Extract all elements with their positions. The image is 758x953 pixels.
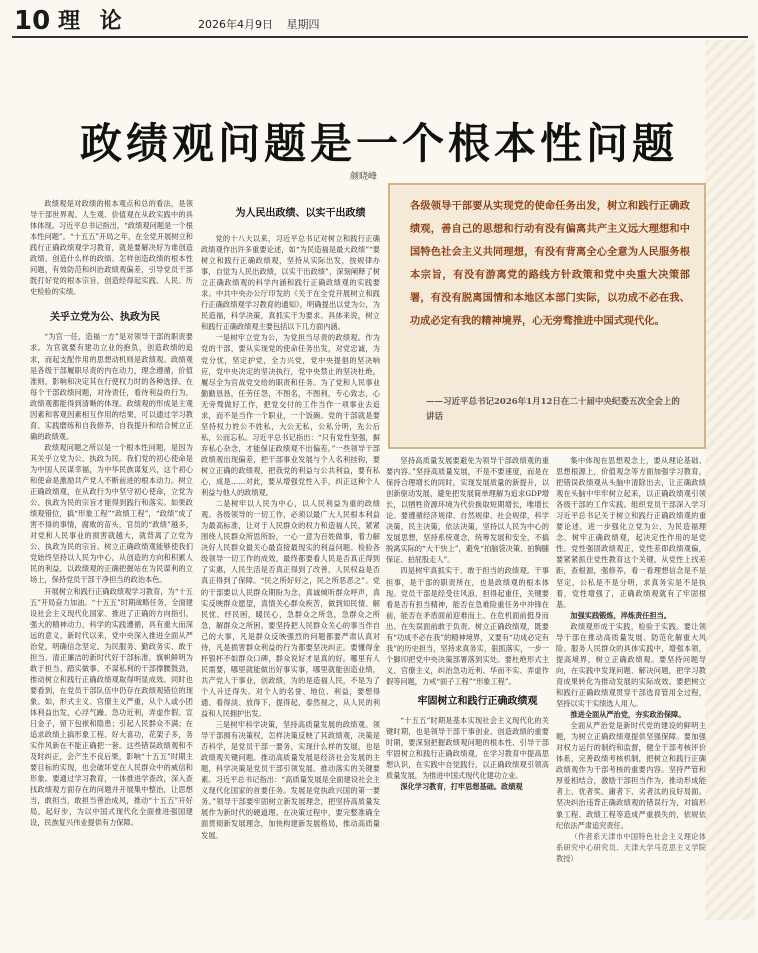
paragraph: 深化学习教育，打牢思想基础。政绩观 [400, 782, 523, 792]
subhead-2: 为人民出政绩、以实干出政绩 [235, 208, 366, 219]
paragraph: 政绩观问题之所以是一个根本性问题，是因为其关乎立党为公、执政为民。我们党的初心使命是为中国人民谋幸福，为中华民族谋复兴，这个初心和使命是激励共产党人不断前进的根本动力。树立正确政绩观，在从政行为中坚守初心使命，立党为公、执政为民的宗旨才能得到践行和落实。如果政绩观错位，搞“形象工程”“政绩工程”，“政绩”成了害不得的事情，腐败的苗头，官员的“政绩”越多，对党和人民事业的损害就越大，就背离了立党为公、执政为民的宗旨。树立正确政绩观能够使我们党始终坚持以人民为中心，从创造的方向和积累人民的利益，以政绩观的正确把握站在为民谋利的立场上，保持党员干部干净担当的政治本色。 [30, 442, 193, 585]
section-name: 理 论 [58, 8, 128, 34]
subhead-3: 牢固树立和践行正确政绩观 [417, 695, 538, 707]
quote-text: 各级领导干部要从实现党的使命任务出发，树立和践行正确政绩观，善自己的思想和行动有没有偏离共产主义远大理想和中国特色社会主义共同理想，有没有背离全心全意为人民服务根本宗旨，有没有游离党的路线方针政策和党中央重大决策部署，有没有脱离国情和本地区本部门实际，以功成不必在我、功成必定有我的精神境界，心无旁骛推进中国式现代化。 [410, 200, 690, 327]
column-4 [556, 455, 706, 864]
column-3 [386, 455, 549, 792]
paragraph: 四是树牢真抓实干、敢于担当的政绩观。干事担事，是干部的职责所在，也是政绩观的根本体现。党员干部是经受住风浪、担得起重任，关键要看是否有担当精神，能否在急难险重任务中冲锋在前，能否在矛盾面前迎难而上、在危机面前挺身而出、在失误面前敢于负责。树立正确政绩观，既要有“功成不必在我”的精神境界，又要有“功成必定有我”的历史担当，坚持求真务实，狠抓落实，一步一个脚印把党中央决策部署落到实处。要杜绝形式主义、官僚主义，纠治急功近利、华而不实、弄虚作假等问题，力戒“面子工程”“形象工程”。 [386, 566, 549, 686]
paragraph: 二是树牢以人民为中心，以人民利益为重的政绩观。各级领导的一切工作，必须以最广大人民根本利益为最高标准，让对于人民群众的权力和造福人民，紧紧围绕人民群众所思所盼，一心一意为百姓做事，着力解决好人民群众最关心最直接最现实的利益问题。检验各级领导一切工作的成效，最终都要看人民是否真正得到了实惠，人民生活是否真正得到了改善，人民权益是否真正得到了保障。“民之所好好之，民之所恶恶之”。党的干部要以人民群众期盼为念，真诚倾听群众呼声，真实反映群众愿望，真情关心群众疾苦，做到知民情、解民忧、纾民困，暖民心，急群众之所急，急群众之所急，解群众之所困。要坚持把人民群众关心的事当作自己的大事，凡是群众反映强烈的问题都要严肃认真对待，凡是损害群众利益的行为都要坚决纠正。要懂得金杯银杯不如群众口碑，群众说好才是真的好。哪里有人民需要，哪里就能做出好事实事，哪里就能创造业绩，共产党人干事业，创政绩，为的是造福人民，不是为了个人升迁得失。对个人的名誉、地位、利益，要想得通、看得淡、放得下，提得起，泰然视之，从人民的利益和人民拥护出发。 [201, 499, 380, 719]
quote-source: ——习近平总书记2026年1月12日在二十届中央纪委五次全会上的讲话 [426, 397, 680, 422]
paragraph: 党的十八大以来，习近平总书记对树立和践行正确政绩观作出许多重要论述，如“为民造福是最大政绩”“要树立和践行正确政绩观，坚持从实际出发，按规律办事，自觉为人民出政绩，以实干出政绩”，深刻阐释了树立正确政绩观的科学内涵和践行正确政绩观的实践要求。中共中央办公厅印发的《关于在全党开展树立和践行正确政绩观学习教育的通知》，明确提出以党为公，为民造福，科学决策，真抓实干为要求。具体来说，树立和践行正确政绩观主要包括以下几方面内涵。 [201, 234, 380, 332]
article-author: 颜晓峰 [350, 172, 378, 182]
column-1 [30, 198, 193, 829]
page-number: 10 [14, 6, 51, 36]
author-note: （作者系天津市中国特色社会主义理论体系研究中心研究员、天津大学马克思主义学院教授） [556, 831, 706, 863]
quote-box [388, 183, 706, 449]
paragraph: 政绩观形成于实践，检验于实践。要让领导干部在推动高质量发展、防范化解重大风险、服务人民群众的具体实践中，增强本领，提高境界，树立正确政绩观。要坚持问题导向，在实践中发现问题、解决问题，把学习教育成果转化为推动发展的实际成效。要把树立和践行正确政绩观贯穿干部选育管用全过程，坚持以实干实绩选人用人。 [556, 621, 706, 709]
weekday-text: 星期四 [286, 18, 320, 31]
paragraph: 三是树牢科学决策，坚持高质量发展的政绩观。领导干部拥有决策权，怎样决策反映了其政绩观，决策是否科学，是党员干部一要务，实现什么样的发展，也是政绩观关键问题。推动高质量发展是经济社会发展的主题，科学决策是党员干部引领发展、推动落实的关键要素。习近平总书记指出：“高质量发展是全面建设社会主义现代化国家的首要任务。发展是党执政兴国的第一要务。”领导干部要牢固树立新发展理念，把坚持高质量发展作为新时代的硬道理。在决策过程中，要完整准确全面贯彻新发展理念，加快构建新发展格局，推动高质量发展。 [201, 720, 380, 840]
paragraph: “为官一任，造福一方”是对领导干部的职责要求。为官就要有建功立业的抱负，创造政绩的追求，而起支配作用的思想动机则是政绩观。政绩观是各级干部履职尽责的内在动力，理念遵循，价值准则，影响和决定其在行使权力时的各种选择。在每个干部政绩问题，对待责任，看待利益的行为，政绩观都能得到清晰的体现。政绩观的形成是主观因素和客观因素相互作用的结果，可以通过学习教育、实践磨练和自我修养，自我提升和结合树立正确的政绩观。 [30, 332, 193, 441]
bold-lead: 推进全面从严治党，夯实政治保障。 [570, 710, 686, 720]
date-text: 2026年4月9日 [198, 18, 273, 31]
paragraph: “十五五”时期是基本实现社会主义现代化的关键时期，也是领导干部干事创业、创造政绩的重要时期，要深刻把握政绩观问题的根本性、引导干部牢固树立和践行正确政绩观，在学习教育中提高思想认识，在实践中自觉践行，以正确政绩观引领高质量发展，为推进中国式现代化建功立业。 [386, 715, 549, 781]
column-2 [201, 207, 380, 841]
header-rule [12, 36, 748, 38]
paragraph: 全面从严治党是新时代党的建设的鲜明主题，为树立正确政绩观提供坚强保障。要加强对权力运行的制约和监督，健全干部考核评价体系，完善政绩考核机制，把树立和践行正确政绩观作为干部考核的重要内容。坚持严管和厚爱相结合，激励干部担当作为，推动形成能者上、优者奖、庸者下、劣者汰的良好局面。坚决纠治违背正确政绩观的错误行为，对搞形象工程、政绩工程等造成严重损失的，依规依纪依法严肃追究责任。 [556, 721, 706, 830]
issue-date [198, 16, 330, 32]
paragraph: 坚持高质量发展要避免为领导干部政绩观的重要内容。”坚持高质量发展，不是不要速度，而是在保持合理增长的同时，实现发展质量的新提升，以创新驱动发展，避免把发展简单理解为追求GDP增长，以牺牲资源环境为代价换取短期增长，唯增长论。要遵循经济规律、自然规律、社会规律，科学决策，民主决策，依法决策，坚持以人民为中心的发展思想，坚持系统观念，统筹发展和安全，不搞脱离实际的“大干快上”，避免“拍脑袋决策、拍胸脯保证、拍屁股走人”。 [386, 456, 549, 565]
intro-paragraph: 政绩观是对政绩的根本观点和总的看法，是领导干部世界观、人生观、价值观在从政实践中的具体体现。习近平总书记指出，“政绩观问题是一个根本性问题”。“十五五”开局之年，在全党开展树立和践行正确政绩观学习教育，就是要解决好为谁创造政绩、创造什么样的政绩、怎样创造政绩的根本性问题，有效防范和纠治政绩观偏差，引导党员干部既打好党的根本宗旨，创造经得起实践、人民、历史检验的实绩。 [30, 199, 193, 297]
paragraph: 集中体现在思想观念上，要从理论基础、思想根源上，价值观念等方面加强学习教育，把错误政绩观从头脑中清除出去，让正确政绩观在头脑中牢牢树立起来，以正确政绩观引领各级干部的工作实践。组织党员干部深入学习习近平总书记关于树立和践行正确政绩观的重要论述，进一步强化立党为公、为民造福理念。树牢正确政绩观，起决定性作用的是党性。党性强固政绩观正，党性差即政绩观偏，要紧紧抓住党性教育这个关键，从党性上找差距，查根源，强修养，看一看理想信念是不是坚定，公私是不是分明，求真务实是不是执着，党性增强了，正确政绩观就有了牢固根基。 [556, 456, 706, 609]
article-title: 政绩观问题是一个根本性问题 [79, 119, 678, 169]
paragraph: 开展树立和践行正确政绩观学习教育，为“十五五”开局奋力加油。“十五五”时期战略任务，全面建设社会主义现代化国家、推进了正确的方向指引，强大的精神动力，科学的实践遵循，具有重大而深远的意义。新时代以来，党中央深入推进全面从严治党，明确信念坚定、为民服务、勤政务实、敢于担当、清正廉洁的新时代好干部标准，旗帜鲜明为敢于担当、踏实做事、不谋私利的干部撑腰鼓劲，推动树立和践行正确政绩观取得明显成效。同时也要看到，在党员干部队伍中仍存在政绩观错位的现象。如，形式主义、官僚主义严重，从个人或小团体利益出发，心浮气躁、急功近利，弄虚作假、宣日金子，留下包袱和隐患；引起人民群众不满；在追求政绩上搞形象工程、好大喜功，花架子多，务实作风新在不能正确把一套。这些错误政绩观和不及时纠正，会产生不良后果，影响“十五五”时期主要目标的实现，也会破坏党在人民群众中的威信和形象。要通过学习教育，一体推进学查改，深入查找政绩观方面存在的问题并开展集中整治，让思想当，敢担当，敢担当善治成风，推动“十五五”开好局，起好步，为以中国式现代化全面推进强国建设，民族复兴伟业提供有力保障。 [30, 586, 193, 828]
paragraph: 一是树牢立党为公，为党担当尽责的政绩观。作为党的干部，要从实现党的使命任务出发，对党忠诚，为党分忧，坚定护党，全力兴党，党中央提倡的坚决响应，党中央决定的坚决执行，党中央禁止的坚决杜绝，履尽全为官战党交给的职责和任务。为了党和人民事业勤勤恳恳，任劳任怨，不图名，不图利，专心致志，心无旁骛做好工作，把党交付的工作当作一项事业去追求，而不是当作一个职业，一个饭碗。党的干部就是要坚持权力姓公不姓私，大公无私，公私分明，先公后私，公而忘私。习近平总书记指出：“只有党性坚强，摒弃私心杂念，才能保证政绩观不出偏差。”一些领导干部政绩观出现偏差，把干部事业发展与个人名利挂钩，要树立正确的政绩观，把我党的利益与公共利益，要有私心，成是……对此，要从增强党性入手，纠正这种个人利益与他人的政绩观。 [201, 333, 380, 498]
subhead-1: 关乎立党为公、执政为民 [50, 312, 160, 324]
bold-lead: 加强实践锻炼，淬炼责任担当。 [570, 610, 672, 620]
page-header [0, 0, 758, 34]
